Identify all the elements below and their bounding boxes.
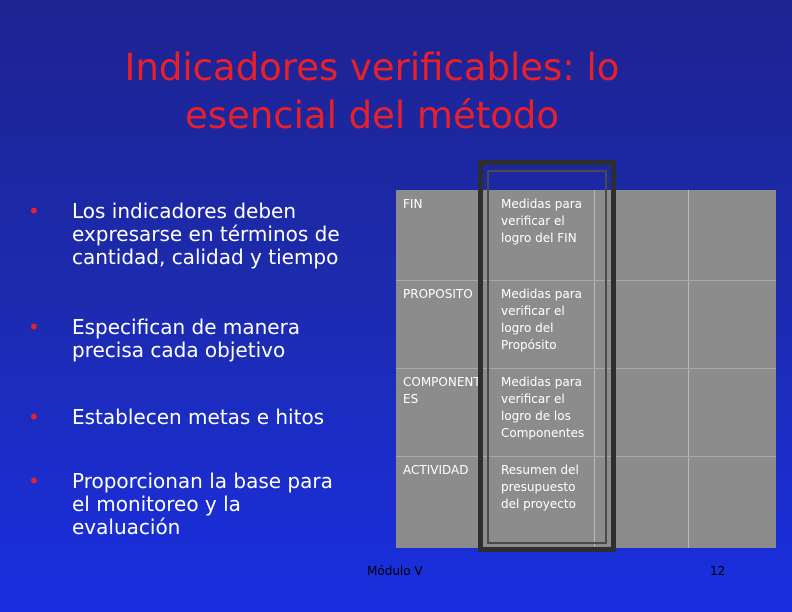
level-label: ES [403,392,419,406]
indicator-column-inner-frame [487,170,607,544]
bullet-text-line: Especifican de manera [72,315,301,339]
bullet-text-line: el monitoreo y la [72,492,241,516]
level-label: COMPONENT [403,375,481,389]
level-cell-actividad [403,462,481,479]
indicator-text-line: Medidas para [501,197,582,211]
indicator-text-line: presupuesto [501,480,576,494]
indicator-text-line: verificar el [501,214,565,228]
indicator-text-line: logro del FIN [501,231,577,245]
level-label: ACTIVIDAD [403,463,469,477]
indicator-text-line: Propósito [501,338,557,352]
bullet-marker: • [28,469,40,493]
bullet-marker: • [28,405,40,429]
bullet-marker: • [28,315,40,339]
indicator-text-line: verificar el [501,304,565,318]
indicator-text-line: Componentes [501,426,585,440]
bullet-text-line: Proporcionan la base para [72,469,333,493]
bullet-text-line: Establecen metas e hitos [72,405,325,429]
level-cell-componentes [403,374,481,408]
level-label: FIN [403,197,423,211]
indicator-text-line: Resumen del [501,463,579,477]
indicator-text-line: verificar el [501,392,565,406]
bullet-item [28,200,372,269]
bullet-text-line: evaluación [72,515,181,539]
bullet-text-line: precisa cada objetivo [72,338,286,362]
title-line-1: Indicadores verificables: lo [124,46,620,89]
slide-number: 12 [710,564,726,578]
indicator-text-line: Medidas para [501,287,582,301]
level-cell-fin [403,196,481,213]
bullet-text-line: expresarse en términos de [72,222,340,246]
footer-module-label: Módulo V [367,564,423,578]
bullet-text-line: Los indicadores deben [72,199,297,223]
bullet-text-line: cantidad, calidad y tiempo [72,245,339,269]
bullet-item [28,470,372,539]
indicator-text-line: logro del [501,321,554,335]
level-label: PROPOSITO [403,287,473,301]
bullet-marker: • [28,199,40,223]
indicator-text-line: logro de los [501,409,571,423]
slide-title [0,44,744,140]
level-cell-proposito [403,286,481,303]
indicator-text-line: del proyecto [501,497,576,511]
column-divider [688,190,689,548]
indicator-text-line: Medidas para [501,375,582,389]
title-line-2: esencial del método [185,94,559,137]
bullet-item [28,406,372,429]
bullet-item [28,316,372,362]
